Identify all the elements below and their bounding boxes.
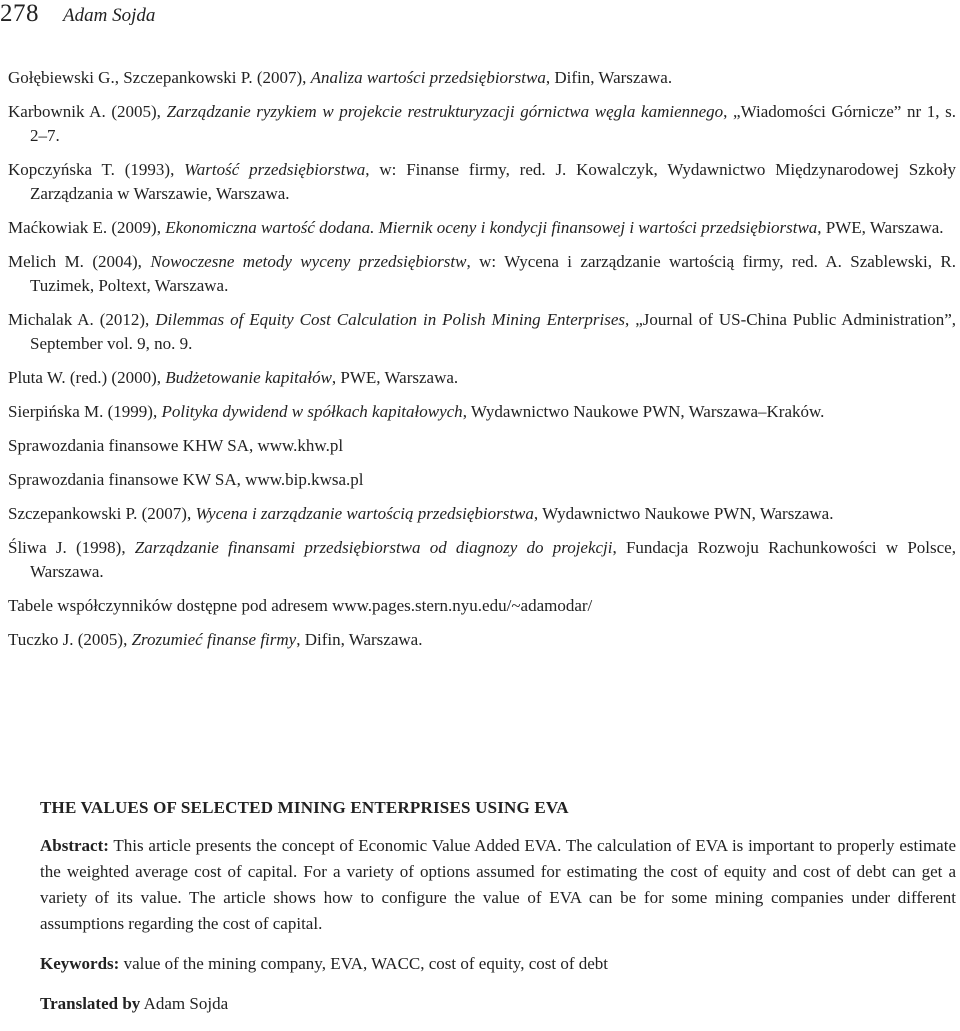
bibliography (8, 66, 956, 662)
reference-entry: Śliwa J. (1998), Zarządzanie finansami przedsiębiorstwa od diagnozy do projekcji, Fundacja Rozwoju Rachunkowości w Polsce, Warszawa. (8, 538, 956, 581)
translated-label: Translated by (40, 994, 141, 1013)
running-head-author: Adam Sojda (63, 5, 156, 26)
reference-entry: Gołębiewski G., Szczepankowski P. (2007), Analiza wartości przedsiębiorstwa, Difin, Warszawa. (8, 68, 673, 87)
keywords-text: value of the mining company, EVA, WACC, cost of equity, cost of debt (119, 954, 609, 973)
reference-entry: Maćkowiak E. (2009), Ekonomiczna wartość dodana. Miernik oceny i kondycji finansowej i wartości przedsiębiorstwa, PWE, Warszawa. (8, 218, 944, 237)
reference-title: Budżetowanie kapitałów (165, 368, 332, 387)
reference-entry: Karbownik A. (2005), Zarządzanie ryzykiem w projekcie restrukturyzacji górnictwa węgla kamiennego, „Wiadomości Górnicze” nr 1, s. 2–7. (8, 102, 957, 145)
reference-entry: Michalak A. (2012), Dilemmas of Equity Cost Calculation in Polish Mining Enterprises, „Journal of US-China Public Administration”, September vol. 9, no. 9. (8, 310, 957, 353)
reference-entry: Szczepankowski P. (2007), Wycena i zarządzanie wartością przedsiębiorstwa, Wydawnictwo Naukowe PWN, Warszawa. (8, 504, 834, 523)
reference-title: Zarządzanie finansami przedsiębiorstwa od diagnozy do projekcji (134, 538, 613, 557)
page-header (0, 0, 155, 30)
reference-title: Wycena i zarządzanie wartością przedsiębiorstwa (195, 504, 534, 523)
reference-entry: Sprawozdania finansowe KHW SA, www.khw.pl (8, 436, 344, 455)
article-title: THE VALUES OF SELECTED MINING ENTERPRISES USING EVA (40, 798, 569, 817)
reference-entry: Tabele współczynników dostępne pod adresem www.pages.stern.nyu.edu/~adamodar/ (8, 596, 593, 615)
reference-title: Wartość przedsiębiorstwa (184, 160, 366, 179)
reference-title: Polityka dywidend w spółkach kapitałowych (161, 402, 463, 421)
abstract-label: Abstract: (40, 836, 109, 855)
reference-entry: Sierpińska M. (1999), Polityka dywidend w spółkach kapitałowych, Wydawnictwo Naukowe PWN, Warszawa–Kraków. (8, 402, 825, 421)
reference-entry: Pluta W. (red.) (2000), Budżetowanie kapitałów, PWE, Warszawa. (8, 368, 459, 387)
reference-title: Zarządzanie ryzykiem w projekcie restrukturyzacji górnictwa węgla kamiennego (166, 102, 724, 121)
reference-entry: Tuczko J. (2005), Zrozumieć finanse firmy, Difin, Warszawa. (8, 630, 423, 649)
reference-title: Nowoczesne metody wyceny przedsiębiorstw (150, 252, 467, 271)
reference-entry: Sprawozdania finansowe KW SA, www.bip.kwsa.pl (8, 470, 364, 489)
reference-entry: Kopczyńska T. (1993), Wartość przedsiębiorstwa, w: Finanse firmy, red. J. Kowalczyk, Wydawnictwo Międzynarodowej Szkoły Zarządzania w Warszawie, Warszawa. (8, 160, 957, 203)
abstract (40, 833, 956, 937)
reference-title: Ekonomiczna wartość dodana. Miernik oceny i kondycji finansowej i wartości przedsiębiorstwa (165, 218, 818, 237)
english-summary (40, 795, 956, 1031)
keywords (40, 951, 956, 977)
translator-name: Adam Sojda (140, 994, 229, 1013)
page-number: 278 (0, 0, 39, 27)
reference-entry: Melich M. (2004), Nowoczesne metody wyceny przedsiębiorstw, w: Wycena i zarządzanie wartością firmy, red. A. Szablewski, R. Tuzimek, Poltext, Warszawa. (8, 252, 956, 295)
translator-credit (40, 991, 956, 1017)
abstract-text: This article presents the concept of Economic Value Added EVA. The calculation of EVA is important to properly estimate the weighted average cost of capital. For a variety of options assumed for estimating the cost of equity and cost of debt can get a variety of its value. The article shows how to configure the value of EVA can be for some mining companies under different assumptions regarding the cost of capital. (40, 836, 956, 933)
reference-title: Zrozumieć finanse firmy (131, 630, 297, 649)
reference-title: Dilemmas of Equity Cost Calculation in Polish Mining Enterprises (155, 310, 625, 329)
keywords-label: Keywords: (40, 954, 120, 973)
reference-title: Analiza wartości przedsiębiorstwa (310, 68, 546, 87)
